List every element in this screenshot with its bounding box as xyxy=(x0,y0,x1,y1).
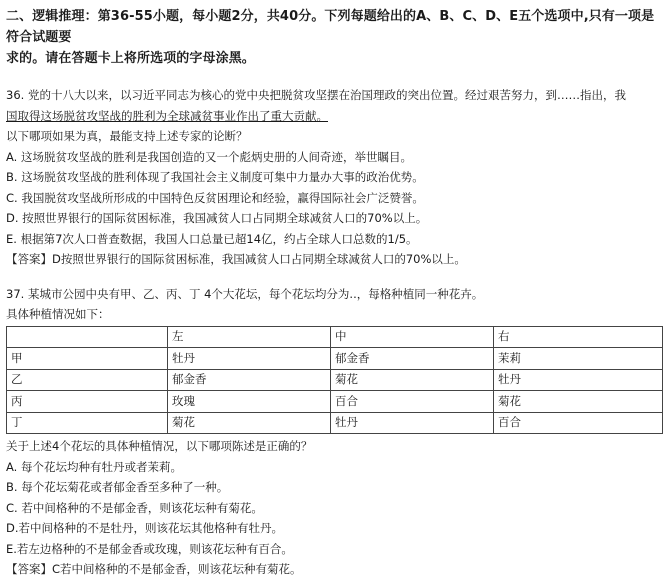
q37-stem-line2: 具体种植情况如下： xyxy=(6,307,110,321)
q37-question: 关于上述4个花坛的具体种植情况，以下哪项陈述是正确的？ xyxy=(6,439,313,453)
q37-option-d: D.若中间格种的不是牡丹，则该花坛其他格种有牡丹。 xyxy=(6,521,284,535)
table-row xyxy=(7,412,663,434)
table-cell: 郁金香 xyxy=(331,348,494,370)
table-cell: 牡丹 xyxy=(494,369,663,391)
exam-page xyxy=(6,6,664,580)
table-header-row xyxy=(7,326,663,348)
table-cell: 菊花 xyxy=(331,369,494,391)
q36-stem-line1: 36. 党的十八大以来，以习近平同志为核心的党中央把脱贫攻坚摆在治国理政的突出位置。经过艰苦努力，到……指出，我 xyxy=(6,88,626,102)
q36-stem-line2: 国取得这场脱贫攻坚战的胜利为全球减贫事业作出了重大贡献。 xyxy=(6,108,328,123)
table-cell: 牡丹 xyxy=(168,348,331,370)
q37-option-b: B. 每个花坛菊花或者郁金香至多种了一种。 xyxy=(6,480,229,494)
table-row xyxy=(7,391,663,413)
table-row xyxy=(7,369,663,391)
section-title-line2: 求的。请在答题卡上将所选项的字母涂黑。 xyxy=(6,51,255,66)
q37-stem-line1: 37. 某城市公园中央有甲、乙、丙、丁 4个大花坛，每个花坛均分为..，每格种植同一种花卉。 xyxy=(6,286,484,301)
q36-answer: 【答案】D按照世界银行的国际贫困标准，我国减贫人口占同期全球减贫人口的70%以上。 xyxy=(6,252,466,266)
q36-option-e: E. 根据第7次人口普查数据，我国人口总量已超14亿，约占全球人口总数的1/5。 xyxy=(6,231,418,246)
q36-option-b: B. 这场脱贫攻坚战的胜利体现了我国社会主义制度可集中力量办大事的政治优势。 xyxy=(6,170,424,184)
q37-option-e: E.若左边格种的不是郁金香或玫瑰，则该花坛种有百合。 xyxy=(6,541,293,556)
table-cell: 甲 xyxy=(7,348,168,370)
table-cell: 丁 xyxy=(7,412,168,434)
table-cell: 丙 xyxy=(7,391,168,413)
section-title-line1: 二、逻辑推理：第36-55小题，每小题2分，共40分。下列每题给出的A、B、C、D、E五个选项中,只有一项是符合试题要 xyxy=(6,9,655,45)
table-cell: 牡丹 xyxy=(331,412,494,434)
table-cell: 菊花 xyxy=(168,412,331,434)
table-cell: 玫瑰 xyxy=(168,391,331,413)
q36-question: 以下哪项如果为真，最能支持上述专家的论断？ xyxy=(6,129,248,143)
q36-option-d: D. 按照世界银行的国际贫困标准，我国减贫人口占同期全球减贫人口的70%以上。 xyxy=(6,211,428,225)
q37-option-a: A. 每个花坛均种有牡丹或者茉莉。 xyxy=(6,459,182,474)
q37-answer: 【答案】C若中间格种的不是郁金香，则该花坛种有菊花。 xyxy=(6,562,302,576)
table-cell: 百合 xyxy=(331,391,494,413)
table-header-cell: 右 xyxy=(494,326,663,348)
table-cell: 菊花 xyxy=(494,391,663,413)
table-cell: 乙 xyxy=(7,369,168,391)
q36-option-a: A. 这场脱贫攻坚战的胜利是我国创造的又一个彪炳史册的人间奇迹，举世瞩目。 xyxy=(6,149,412,164)
table-cell: 百合 xyxy=(494,412,663,434)
q36-option-c: C. 我国脱贫攻坚战所形成的中国特色反贫困理论和经验，赢得国际社会广泛赞誉。 xyxy=(6,190,424,205)
planting-table xyxy=(6,326,663,435)
q37-option-c: C. 若中间格种的不是郁金香，则该花坛种有菊花。 xyxy=(6,500,263,515)
question-37 xyxy=(6,284,664,580)
table-header-cell: 左 xyxy=(168,326,331,348)
table-cell: 茉莉 xyxy=(494,348,663,370)
table-cell: 郁金香 xyxy=(168,369,331,391)
table-header-cell: 中 xyxy=(331,326,494,348)
question-36 xyxy=(6,85,664,270)
table-row xyxy=(7,348,663,370)
table-header-cell xyxy=(7,326,168,348)
